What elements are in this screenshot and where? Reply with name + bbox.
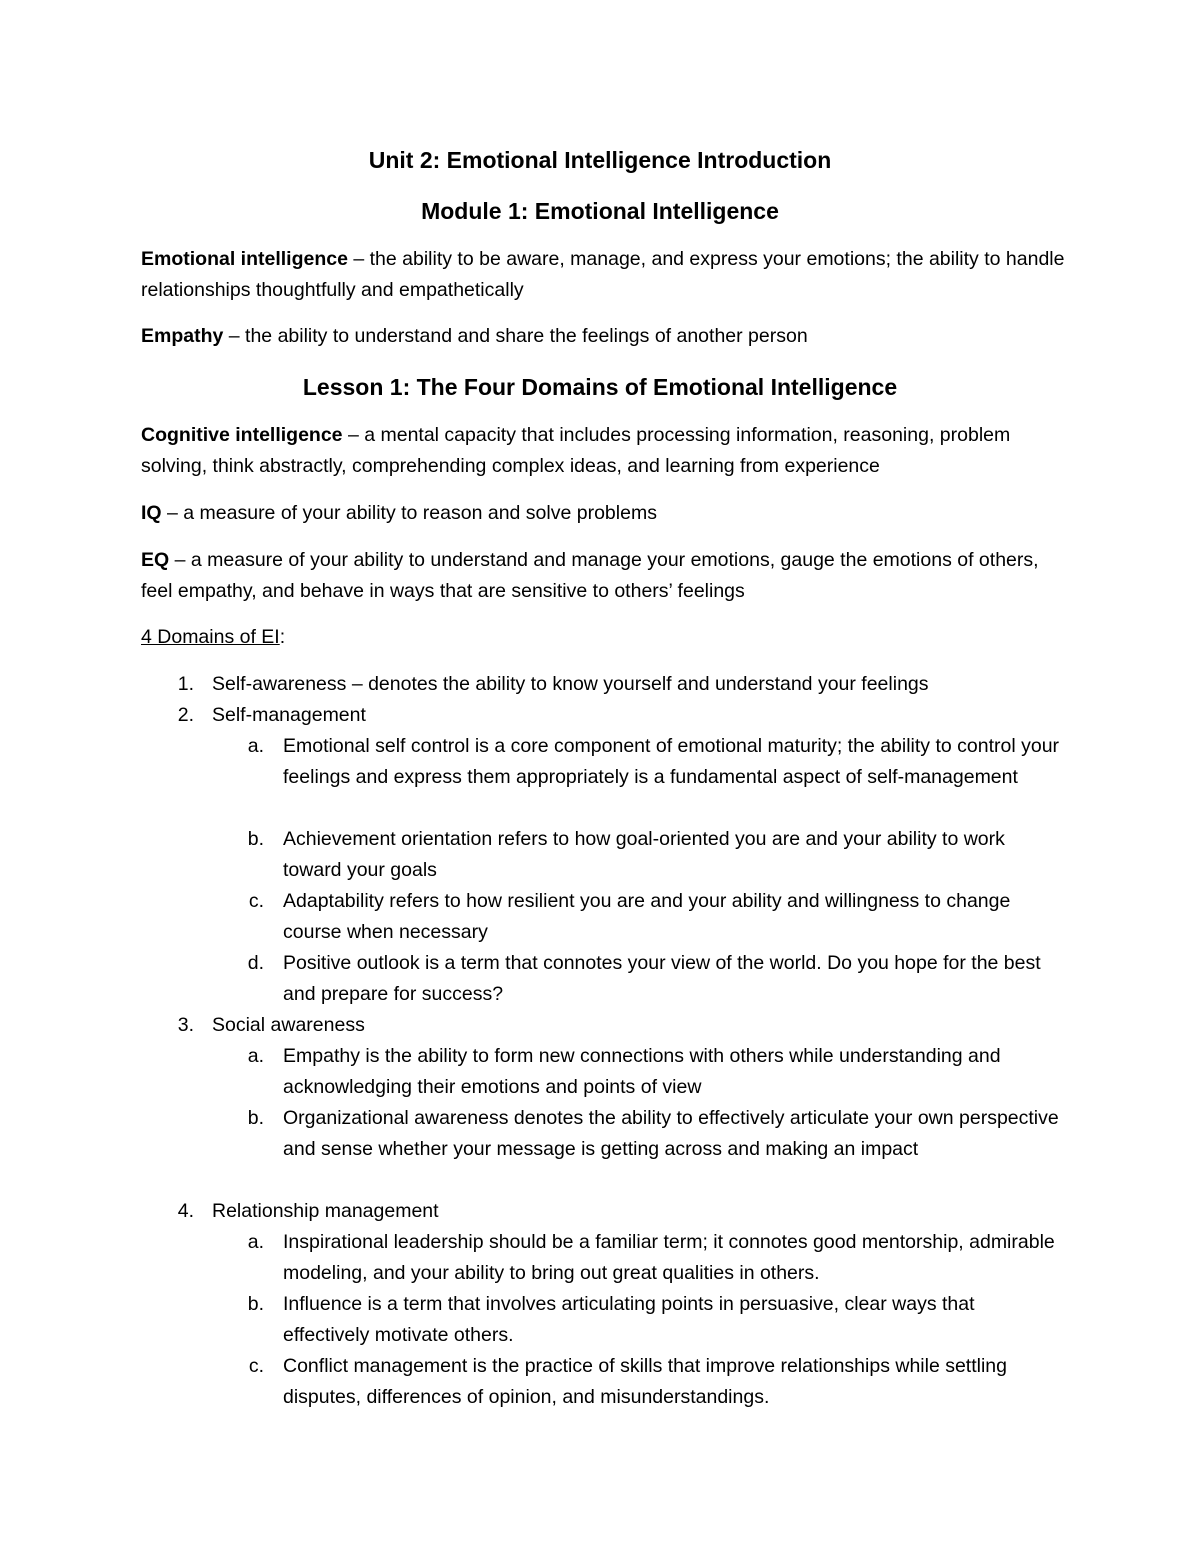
- list-number: 2.: [177, 704, 194, 726]
- definition-empathy: [141, 321, 1066, 352]
- sublist-item: Positive outlook is a term that connotes your view of the world. Do you hope for the best and prepare for success?: [283, 952, 1041, 1005]
- sublist-letter: a.: [247, 1045, 264, 1067]
- unit-title: Unit 2: Emotional Intelligence Introduction: [368, 147, 832, 173]
- sublist-letter: c.: [248, 1355, 264, 1377]
- list-item-social-awareness: Social awareness: [212, 1014, 365, 1036]
- sublist-item: Conflict management is the practice of skills that improve relationships while settling disputes, differences of opinion, and misunderstandings.: [283, 1355, 1007, 1408]
- definition-iq: [141, 498, 1066, 529]
- sublist-letter: a.: [247, 1231, 264, 1253]
- lesson-title: Lesson 1: The Four Domains of Emotional Intelligence: [302, 374, 898, 400]
- sublist-letter: a.: [247, 735, 264, 757]
- list-item-self-management: Self-management: [212, 704, 366, 726]
- list-number: 1.: [177, 673, 194, 695]
- module-title: Module 1: Emotional Intelligence: [421, 198, 779, 224]
- sublist-item: Emotional self control is a core component of emotional maturity; the ability to control your feelings and express them appropriately is a fundamental aspect of self-management: [283, 735, 1060, 788]
- list-item-self-awareness: Self-awareness – denotes the ability to know yourself and understand your feelings: [212, 673, 929, 695]
- definition-text: – a mental capacity that includes processing information, reasoning, problem solving, think abstractly, comprehending complex ideas, and learning from experience: [141, 424, 1011, 477]
- sublist-item: Organizational awareness denotes the ability to effectively articulate your own perspective and sense whether your message is getting across and making an impact: [283, 1107, 1059, 1160]
- sublist-letter: d.: [247, 952, 264, 974]
- definition-text: – a measure of your ability to reason and solve problems: [161, 502, 657, 524]
- list-number: 3.: [177, 1014, 194, 1036]
- definition-term: IQ: [141, 502, 162, 524]
- sublist-item: Influence is a term that involves articulating points in persuasive, clear ways that effectively motivate others.: [283, 1293, 975, 1346]
- definition-term: Emotional intelligence: [141, 248, 348, 270]
- domains-heading: [141, 622, 285, 653]
- sublist-letter: b.: [247, 828, 264, 850]
- sublist-item: Achievement orientation refers to how goal-oriented you are and your ability to work toward your goals: [283, 828, 1005, 881]
- list-item-relationship-management: Relationship management: [212, 1200, 439, 1222]
- definition-term: Empathy: [141, 325, 224, 347]
- definition-cognitive-intelligence: [141, 420, 1066, 482]
- definition-term: Cognitive intelligence: [141, 424, 343, 446]
- definition-term: EQ: [141, 549, 170, 571]
- definition-text: – a measure of your ability to understand and manage your emotions, gauge the emotions of others, feel empathy, and behave in ways that are sensitive to others’ feelings: [141, 549, 1039, 602]
- domains-heading-colon: :: [279, 626, 286, 648]
- sublist-letter: b.: [247, 1107, 264, 1129]
- sublist-letter: c.: [248, 890, 264, 912]
- sublist-item: Adaptability refers to how resilient you are and your ability and willingness to change course when necessary: [283, 890, 1011, 943]
- sublist-letter: b.: [247, 1293, 264, 1315]
- definition-text: – the ability to be aware, manage, and express your emotions; the ability to handle relationships thoughtfully and empathetically: [141, 248, 1065, 301]
- domains-heading-label: 4 Domains of EI: [141, 626, 280, 648]
- definition-emotional-intelligence: [141, 244, 1066, 306]
- list-number: 4.: [177, 1200, 194, 1222]
- sublist-item: Inspirational leadership should be a familiar term; it connotes good mentorship, admirable modeling, and your ability to bring out great qualities in others.: [283, 1231, 1055, 1284]
- definition-text: – the ability to understand and share the feelings of another person: [223, 325, 808, 347]
- definition-eq: [141, 545, 1066, 607]
- sublist-item: Empathy is the ability to form new connections with others while understanding and acknowledging their emotions and points of view: [283, 1045, 1001, 1098]
